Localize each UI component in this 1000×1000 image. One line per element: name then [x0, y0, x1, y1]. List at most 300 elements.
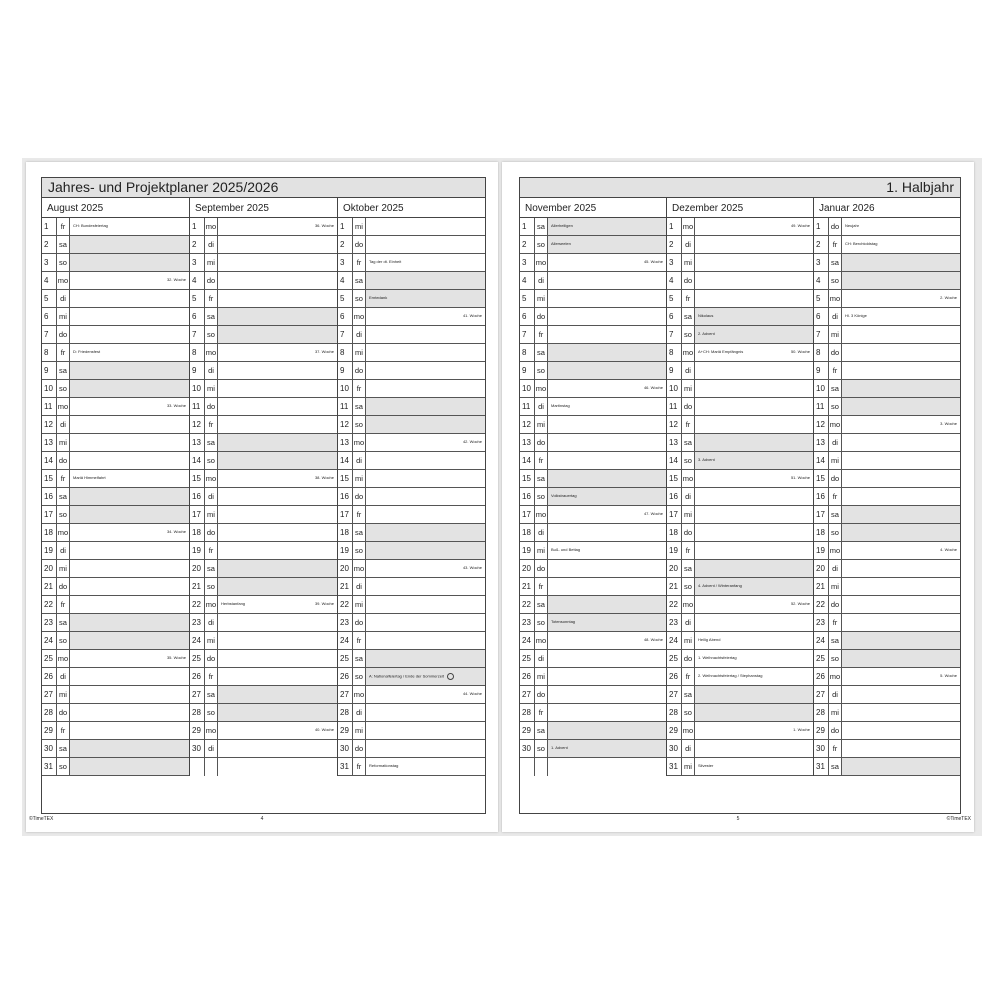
day-cell[interactable]	[548, 470, 666, 487]
weekday: di	[829, 560, 842, 577]
day-number: 3	[814, 254, 829, 271]
day-cell[interactable]	[218, 218, 337, 235]
day-row	[42, 470, 189, 488]
day-cell[interactable]	[218, 308, 337, 325]
day-cell[interactable]	[366, 506, 485, 523]
weekday: so	[535, 740, 548, 757]
day-cell[interactable]	[70, 632, 189, 649]
day-cell[interactable]	[70, 308, 189, 325]
day-cell[interactable]	[70, 344, 189, 361]
day-number: 10	[42, 380, 57, 397]
day-number: 20	[338, 560, 353, 577]
day-number: 23	[667, 614, 682, 631]
day-row	[42, 524, 189, 542]
weekday: sa	[57, 488, 70, 505]
weekday: sa	[353, 650, 366, 667]
day-row	[42, 614, 189, 632]
day-cell[interactable]	[548, 524, 666, 541]
day-cell[interactable]	[218, 434, 337, 451]
day-cell[interactable]	[70, 506, 189, 523]
day-cell[interactable]	[548, 236, 666, 253]
day-cell[interactable]	[366, 524, 485, 541]
empty-day-row	[190, 758, 337, 776]
day-cell[interactable]	[695, 254, 813, 271]
day-cell[interactable]	[70, 272, 189, 289]
day-number: 14	[338, 452, 353, 469]
weekday: sa	[353, 524, 366, 541]
day-row	[667, 542, 813, 560]
day-cell[interactable]	[218, 344, 337, 361]
day-number: 23	[814, 614, 829, 631]
day-number: 19	[190, 542, 205, 559]
weekday: mo	[353, 434, 366, 451]
calendar-frame	[519, 198, 961, 814]
day-cell[interactable]	[366, 254, 485, 271]
day-cell[interactable]	[842, 722, 960, 739]
day-number: 8	[667, 344, 682, 361]
day-row	[520, 578, 666, 596]
day-cell[interactable]	[842, 668, 960, 685]
weekday: do	[205, 650, 218, 667]
day-cell[interactable]	[70, 560, 189, 577]
day-cell[interactable]	[548, 632, 666, 649]
day-cell[interactable]	[548, 488, 666, 505]
day-row	[814, 524, 960, 542]
day-cell[interactable]	[70, 470, 189, 487]
day-cell[interactable]	[366, 236, 485, 253]
day-cell[interactable]	[842, 578, 960, 595]
day-cell[interactable]	[842, 416, 960, 433]
day-cell[interactable]	[218, 596, 337, 613]
day-cell[interactable]	[70, 254, 189, 271]
day-cell[interactable]	[548, 560, 666, 577]
day-cell[interactable]	[548, 452, 666, 469]
day-cell[interactable]	[695, 560, 813, 577]
day-cell[interactable]	[366, 452, 485, 469]
day-cell[interactable]	[842, 596, 960, 613]
day-cell[interactable]	[218, 488, 337, 505]
holiday-label	[698, 583, 742, 589]
day-cell[interactable]	[695, 290, 813, 307]
day-row	[190, 488, 337, 506]
week-number: 48. Woche	[643, 637, 663, 642]
day-cell[interactable]	[218, 416, 337, 433]
day-cell[interactable]	[842, 254, 960, 271]
day-number: 28	[42, 704, 57, 721]
day-cell[interactable]	[548, 686, 666, 703]
day-cell[interactable]	[366, 542, 485, 559]
day-number: 17	[814, 506, 829, 523]
day-cell[interactable]	[70, 488, 189, 505]
day-cell[interactable]	[548, 380, 666, 397]
day-cell[interactable]	[366, 614, 485, 631]
day-number: 5	[667, 290, 682, 307]
day-cell[interactable]	[548, 740, 666, 757]
day-cell[interactable]	[842, 380, 960, 397]
day-cell[interactable]	[70, 596, 189, 613]
day-cell[interactable]	[548, 362, 666, 379]
day-row	[42, 398, 189, 416]
month-columns	[520, 198, 960, 776]
day-cell[interactable]	[695, 308, 813, 325]
day-number: 30	[814, 740, 829, 757]
day-cell[interactable]	[548, 650, 666, 667]
day-row	[338, 686, 485, 704]
day-cell[interactable]	[695, 416, 813, 433]
day-row	[814, 362, 960, 380]
day-cell[interactable]	[70, 434, 189, 451]
day-cell[interactable]	[548, 722, 666, 739]
day-cell[interactable]	[548, 542, 666, 559]
day-row	[42, 236, 189, 254]
weekday: mi	[205, 254, 218, 271]
day-cell[interactable]	[70, 524, 189, 541]
day-cell[interactable]	[70, 326, 189, 343]
day-number: 20	[667, 560, 682, 577]
day-cell[interactable]	[842, 344, 960, 361]
day-cell[interactable]	[366, 272, 485, 289]
day-cell[interactable]	[842, 632, 960, 649]
day-cell[interactable]	[218, 704, 337, 721]
day-cell[interactable]	[70, 578, 189, 595]
day-number: 30	[520, 740, 535, 757]
day-cell[interactable]	[695, 632, 813, 649]
day-cell[interactable]	[218, 722, 337, 739]
day-cell[interactable]	[218, 686, 337, 703]
day-cell[interactable]	[695, 596, 813, 613]
weekday: sa	[682, 560, 695, 577]
day-cell[interactable]	[842, 488, 960, 505]
day-cell[interactable]	[366, 380, 485, 397]
day-row	[814, 722, 960, 740]
day-row	[520, 542, 666, 560]
day-cell[interactable]	[842, 218, 960, 235]
day-row	[42, 740, 189, 758]
weekday: sa	[57, 740, 70, 757]
day-cell[interactable]	[366, 488, 485, 505]
day-cell[interactable]	[842, 470, 960, 487]
day-cell[interactable]	[695, 614, 813, 631]
day-cell[interactable]	[548, 290, 666, 307]
day-cell[interactable]	[218, 362, 337, 379]
day-number: 11	[190, 398, 205, 415]
day-number: 19	[338, 542, 353, 559]
weekday: do	[353, 614, 366, 631]
day-cell[interactable]	[548, 434, 666, 451]
weekday: so	[57, 758, 70, 775]
day-row	[338, 470, 485, 488]
day-number: 28	[338, 704, 353, 721]
day-cell[interactable]	[548, 704, 666, 721]
day-cell[interactable]	[695, 236, 813, 253]
day-cell[interactable]	[842, 614, 960, 631]
weekday: sa	[829, 758, 842, 775]
day-cell[interactable]	[695, 704, 813, 721]
day-cell[interactable]	[366, 308, 485, 325]
day-cell[interactable]	[218, 290, 337, 307]
day-number: 21	[520, 578, 535, 595]
holiday-text: Herbstanfang	[221, 601, 246, 606]
day-row	[338, 452, 485, 470]
day-number: 24	[667, 632, 682, 649]
day-row	[42, 290, 189, 308]
day-cell[interactable]	[842, 542, 960, 559]
day-cell[interactable]	[366, 686, 485, 703]
day-number: 24	[42, 632, 57, 649]
day-cell[interactable]	[218, 452, 337, 469]
day-cell[interactable]	[842, 326, 960, 343]
day-cell[interactable]	[695, 758, 813, 775]
day-cell[interactable]	[695, 488, 813, 505]
day-cell[interactable]	[70, 416, 189, 433]
clock-icon	[447, 673, 454, 680]
day-row	[667, 452, 813, 470]
publisher-mark: ©TimeTEX	[29, 816, 54, 822]
day-number: 28	[667, 704, 682, 721]
weekday: so	[57, 632, 70, 649]
weekday: fr	[535, 578, 548, 595]
day-row	[338, 236, 485, 254]
day-row	[667, 434, 813, 452]
day-cell[interactable]	[548, 398, 666, 415]
day-cell[interactable]	[218, 560, 337, 577]
day-row	[814, 488, 960, 506]
day-cell[interactable]	[695, 506, 813, 523]
weekday: mo	[353, 308, 366, 325]
weekday: di	[205, 236, 218, 253]
day-cell[interactable]	[842, 236, 960, 253]
day-cell[interactable]	[70, 686, 189, 703]
day-cell[interactable]	[695, 362, 813, 379]
day-cell[interactable]	[70, 668, 189, 685]
day-cell[interactable]	[695, 452, 813, 469]
day-cell[interactable]	[548, 416, 666, 433]
day-row	[667, 506, 813, 524]
day-cell[interactable]	[218, 668, 337, 685]
day-cell[interactable]	[70, 236, 189, 253]
day-cell[interactable]	[842, 308, 960, 325]
day-number: 13	[190, 434, 205, 451]
day-cell[interactable]	[366, 722, 485, 739]
day-cell[interactable]	[842, 290, 960, 307]
weekday: mi	[205, 380, 218, 397]
day-cell[interactable]	[366, 740, 485, 757]
day-row	[814, 758, 960, 776]
day-cell[interactable]	[70, 740, 189, 757]
weekday: sa	[205, 434, 218, 451]
day-number: 1	[814, 218, 829, 235]
weekday: mo	[353, 686, 366, 703]
day-cell[interactable]	[695, 740, 813, 757]
day-cell[interactable]	[695, 272, 813, 289]
day-cell[interactable]	[366, 470, 485, 487]
day-cell[interactable]	[548, 218, 666, 235]
day-cell[interactable]	[366, 290, 485, 307]
day-cell[interactable]	[842, 740, 960, 757]
day-cell[interactable]	[366, 398, 485, 415]
day-cell[interactable]	[218, 380, 337, 397]
day-cell[interactable]	[70, 722, 189, 739]
day-number: 3	[667, 254, 682, 271]
day-cell[interactable]	[218, 254, 337, 271]
day-number: 25	[814, 650, 829, 667]
page-title: Jahres- und Projektplaner 2025/2026	[41, 177, 486, 198]
day-cell[interactable]	[842, 434, 960, 451]
day-cell[interactable]	[842, 686, 960, 703]
weekday: so	[829, 650, 842, 667]
day-cell[interactable]	[548, 308, 666, 325]
day-cell[interactable]	[70, 398, 189, 415]
day-number: 20	[814, 560, 829, 577]
day-cell[interactable]	[366, 704, 485, 721]
day-row	[667, 344, 813, 362]
day-row	[42, 560, 189, 578]
day-cell[interactable]	[218, 326, 337, 343]
day-cell[interactable]	[70, 452, 189, 469]
day-cell[interactable]	[70, 362, 189, 379]
month-header: August 2025	[42, 198, 189, 218]
weekday: do	[682, 524, 695, 541]
day-cell[interactable]	[70, 290, 189, 307]
weekday: fr	[535, 704, 548, 721]
day-number: 2	[190, 236, 205, 253]
weekday: fr	[57, 218, 70, 235]
day-row	[42, 686, 189, 704]
day-cell[interactable]	[366, 668, 485, 685]
day-rows	[42, 218, 189, 776]
day-cell[interactable]	[842, 758, 960, 775]
day-cell[interactable]	[695, 722, 813, 739]
day-cell[interactable]	[842, 650, 960, 667]
day-number: 18	[814, 524, 829, 541]
day-row	[42, 542, 189, 560]
day-cell[interactable]	[695, 686, 813, 703]
day-cell[interactable]	[548, 272, 666, 289]
day-cell[interactable]	[218, 398, 337, 415]
day-cell[interactable]	[218, 650, 337, 667]
day-cell[interactable]	[548, 344, 666, 361]
weekday: mo	[682, 596, 695, 613]
day-cell[interactable]	[70, 380, 189, 397]
day-cell[interactable]	[842, 704, 960, 721]
day-cell[interactable]	[842, 362, 960, 379]
day-number: 27	[190, 686, 205, 703]
day-cell[interactable]	[842, 272, 960, 289]
day-cell[interactable]	[548, 668, 666, 685]
day-cell[interactable]	[366, 596, 485, 613]
weekday: mo	[829, 416, 842, 433]
day-cell[interactable]	[70, 704, 189, 721]
day-cell[interactable]	[366, 632, 485, 649]
day-cell[interactable]	[218, 524, 337, 541]
day-cell[interactable]	[842, 506, 960, 523]
day-number: 29	[42, 722, 57, 739]
day-cell[interactable]	[366, 758, 485, 775]
day-cell[interactable]	[218, 632, 337, 649]
day-cell[interactable]	[695, 326, 813, 343]
day-number: 16	[814, 488, 829, 505]
day-cell[interactable]	[218, 506, 337, 523]
day-row	[338, 272, 485, 290]
day-cell[interactable]	[366, 434, 485, 451]
day-cell[interactable]	[218, 236, 337, 253]
day-cell[interactable]	[695, 398, 813, 415]
day-cell[interactable]	[70, 650, 189, 667]
day-row	[190, 578, 337, 596]
day-cell[interactable]	[695, 434, 813, 451]
day-number: 12	[42, 416, 57, 433]
day-number: 23	[190, 614, 205, 631]
day-cell[interactable]	[218, 470, 337, 487]
day-cell[interactable]	[842, 452, 960, 469]
day-row	[338, 344, 485, 362]
day-cell[interactable]	[695, 218, 813, 235]
day-cell[interactable]	[695, 380, 813, 397]
weekday: do	[57, 578, 70, 595]
day-cell[interactable]	[548, 596, 666, 613]
day-cell[interactable]	[366, 650, 485, 667]
day-cell[interactable]	[218, 614, 337, 631]
day-cell[interactable]	[366, 578, 485, 595]
day-cell[interactable]	[366, 362, 485, 379]
day-row	[190, 326, 337, 344]
weekday: di	[205, 740, 218, 757]
day-cell[interactable]	[366, 560, 485, 577]
day-cell[interactable]	[218, 272, 337, 289]
day-number: 24	[338, 632, 353, 649]
day-cell[interactable]	[548, 506, 666, 523]
day-cell[interactable]	[842, 560, 960, 577]
day-row	[42, 380, 189, 398]
day-cell[interactable]	[366, 344, 485, 361]
day-cell[interactable]	[70, 758, 189, 775]
day-number: 21	[814, 578, 829, 595]
weekday: fr	[57, 344, 70, 361]
weekday: di	[57, 668, 70, 685]
day-row	[42, 758, 189, 776]
day-cell[interactable]	[842, 524, 960, 541]
weekday: fr	[205, 416, 218, 433]
day-cell[interactable]	[548, 578, 666, 595]
day-cell[interactable]	[218, 542, 337, 559]
day-number: 4	[520, 272, 535, 289]
day-cell[interactable]	[70, 614, 189, 631]
day-cell[interactable]	[695, 344, 813, 361]
day-cell[interactable]	[70, 218, 189, 235]
weekday: mo	[57, 272, 70, 289]
weekday: mo	[682, 344, 695, 361]
day-cell[interactable]	[548, 254, 666, 271]
day-cell[interactable]	[695, 470, 813, 487]
day-cell[interactable]	[366, 218, 485, 235]
day-cell[interactable]	[366, 416, 485, 433]
day-cell[interactable]	[548, 326, 666, 343]
weekday: fr	[205, 542, 218, 559]
day-cell[interactable]	[70, 542, 189, 559]
day-cell[interactable]	[218, 578, 337, 595]
day-cell[interactable]	[366, 326, 485, 343]
day-cell[interactable]	[695, 524, 813, 541]
day-cell[interactable]	[695, 668, 813, 685]
month-header: November 2025	[520, 198, 666, 218]
day-cell[interactable]	[695, 542, 813, 559]
day-cell[interactable]	[548, 614, 666, 631]
day-cell[interactable]	[842, 398, 960, 415]
day-cell[interactable]	[695, 650, 813, 667]
holiday-text: CH: Berchtoldstag	[845, 241, 878, 246]
day-cell[interactable]	[695, 578, 813, 595]
day-cell[interactable]	[218, 740, 337, 757]
